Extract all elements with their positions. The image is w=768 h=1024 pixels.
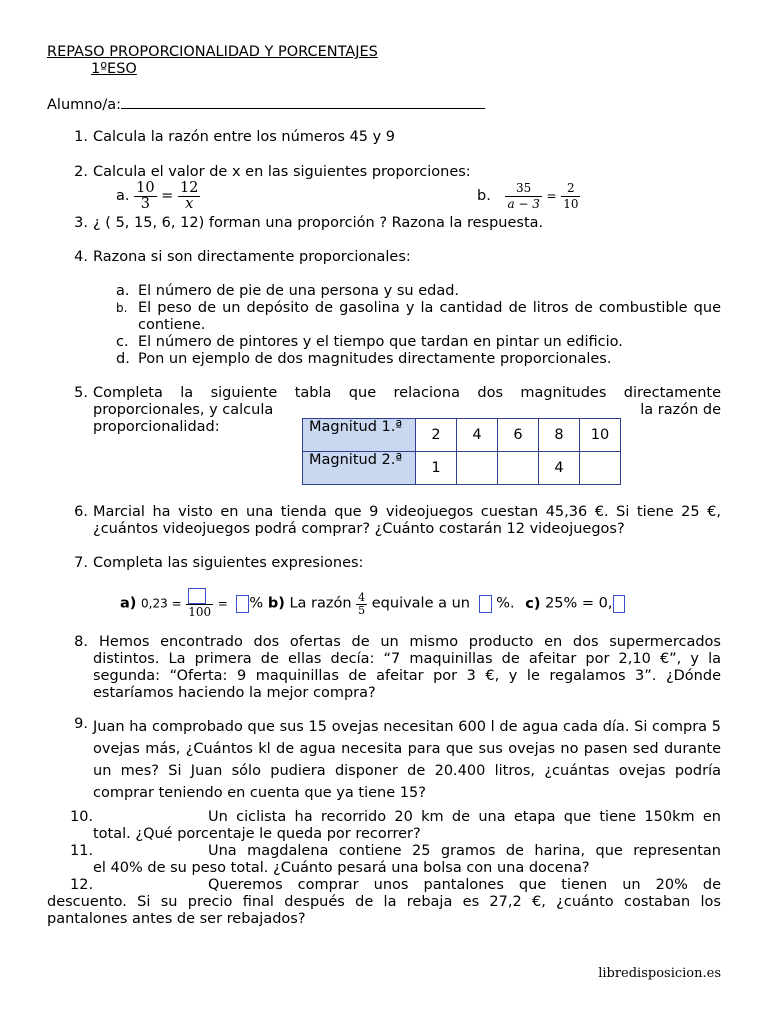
q2b-fraction-right xyxy=(561,181,580,212)
q1-text: Calcula la razón entre los números 45 y 9 xyxy=(93,129,395,145)
q7-text: Completa las siguientes expresiones: xyxy=(93,555,364,571)
row2-cell[interactable] xyxy=(580,452,621,485)
q2b-num1: 35 xyxy=(505,181,541,197)
q7b-fraction xyxy=(356,592,367,617)
q2-number: 2. xyxy=(74,164,88,180)
q2b-proportion xyxy=(477,181,580,212)
q7b-label: b) xyxy=(267,595,285,612)
q4-item-d-text: Pon un ejemplo de dos magnitudes directamente proporcionales. xyxy=(138,351,612,367)
q2a-den2: x xyxy=(185,196,194,212)
q10-text1: Un ciclista ha recorrido 20 km de una etapa que tiene 150km en xyxy=(208,809,721,825)
q7a-label: a) xyxy=(120,595,137,612)
q7-number: 7. xyxy=(74,555,88,571)
q7c-text: 25% = 0, xyxy=(545,595,613,612)
table-row xyxy=(303,452,621,485)
q4-number: 4. xyxy=(74,249,88,265)
q7a-pct: % xyxy=(249,595,264,612)
row1-header: Magnitud 1.ª xyxy=(303,419,416,452)
q7b-num: 4 xyxy=(358,590,366,604)
q1-number: 1. xyxy=(74,129,88,145)
q7a-fraction xyxy=(186,588,213,620)
q3-number: 3. xyxy=(74,215,88,231)
q9-number: 9. xyxy=(74,716,88,732)
q12-text1: Queremos comprar unos pantalones que tienen un 20% de xyxy=(208,877,721,893)
title-underline xyxy=(378,47,574,61)
q4-item-b-text: El peso de un depósito de gasolina y la cantidad de litros de combustible que contiene. xyxy=(138,300,721,333)
q8-number: 8. xyxy=(74,634,88,650)
row1-cell: 8 xyxy=(539,419,580,452)
student-name-line[interactable] xyxy=(121,95,485,109)
q4-item-a-text: El número de pie de una persona y su edad. xyxy=(138,283,460,299)
q2a-equals: = xyxy=(161,188,174,204)
row1-cell: 4 xyxy=(457,419,498,452)
q2b-den1: a − 3 xyxy=(507,197,540,211)
q11-number: 11. xyxy=(70,843,94,859)
q7c-answer-box[interactable] xyxy=(613,595,625,613)
q7a-eq: = xyxy=(217,596,228,611)
magnitudes-table xyxy=(302,418,621,485)
q3-text: ¿ ( 5, 15, 6, 12) forman una proporción ? Razona la respuesta. xyxy=(93,215,544,231)
q7a-lhs: 0,23 = xyxy=(141,596,182,611)
q7a-percent-box[interactable] xyxy=(236,595,249,613)
q2b-fraction-left xyxy=(505,181,541,212)
q5-line2a: proporcionales, y calcula xyxy=(93,402,274,418)
q9-text: Juan ha comprobado que sus 15 ovejas necesitan 600 l de agua cada día. Si compra 5 ovejas más, ¿Cuántos kl de agua necesita para que sus ovejas no pasen sed durante un mes? Si Juan sólo pudiera disponer de 20.400 litros, ¿cuántas ovejas podría comprar teniendo en cuenta que ya tiene 15? xyxy=(93,719,721,801)
row1-cell: 2 xyxy=(416,419,457,452)
row1-cell: 6 xyxy=(498,419,539,452)
q4-item-c-label: c. xyxy=(116,334,129,350)
q6-number: 6. xyxy=(74,504,88,520)
q11-text1: Una magdalena contiene 25 gramos de harina, que representan xyxy=(208,843,721,859)
title-text: REPASO PROPORCIONALIDAD Y PORCENTAJES xyxy=(47,44,378,60)
q4-item-a-label: a. xyxy=(116,283,130,299)
q4-item-c-text: El número de pintores y el tiempo que tardan en pintar un edificio. xyxy=(138,334,623,350)
q2a-fraction-right xyxy=(178,181,200,212)
q2a-fraction-left xyxy=(134,181,156,212)
q12-text2: descuento. Si su precio final después de la rebaja es 27,2 €, ¿cuánto costaban los pantalones antes de ser rebajados? xyxy=(47,894,721,927)
q4-text: Razona si son directamente proporcionales: xyxy=(93,249,411,265)
q5-line2b: la razón de xyxy=(640,402,721,418)
q8-text: Hemos encontrado dos ofertas de un mismo producto en dos supermercados distintos. La primera de ellas decía: “7 maquinillas de afeitar por 2,10 €”, y la segunda: “Oferta: 9 maquinillas de afeitar por 3 €, y le regalamos 3”. ¿Dónde estaríamos haciendo la mejor compra? xyxy=(93,634,721,701)
row2-header: Magnitud 2.ª xyxy=(303,452,416,485)
q7a-answer-box[interactable] xyxy=(188,588,206,604)
q5-line1: Completa la siguiente tabla que relaciona dos magnitudes directamente xyxy=(93,385,721,401)
q2b-num2: 2 xyxy=(561,181,580,197)
q7b-answer-box[interactable] xyxy=(479,595,492,613)
q2a-num2: 12 xyxy=(179,180,199,196)
q2a-label: a. xyxy=(116,188,130,204)
q7c-label: c) xyxy=(525,595,541,612)
q7b-den: 5 xyxy=(358,603,366,617)
q10-number: 10. xyxy=(70,809,94,825)
q4-item-b-label: b. xyxy=(116,301,128,315)
q7-expressions xyxy=(120,588,625,620)
row2-cell[interactable] xyxy=(498,452,539,485)
q2a-num1: 10 xyxy=(136,180,155,196)
table-row xyxy=(303,419,621,452)
document-title xyxy=(47,44,574,78)
q11-text2: el 40% de su peso total. ¿Cuánto pesará una bolsa con una docena? xyxy=(93,860,590,876)
q6-text: Marcial ha visto en una tienda que 9 videojuegos cuestan 45,36 €. Si tiene 25 €, ¿cuántos videojuegos podrá comprar? ¿Cuánto costarán 12 videojuegos? xyxy=(93,504,721,537)
student-label: Alumno/a: xyxy=(47,97,121,113)
q5-number: 5. xyxy=(74,385,88,401)
q7b-pct: %. xyxy=(496,595,515,612)
q2-text: Calcula el valor de x en las siguientes proporciones: xyxy=(93,164,471,180)
q2b-equals: = xyxy=(546,189,557,203)
q4-item-d-label: d. xyxy=(116,351,130,367)
row1-cell: 10 xyxy=(580,419,621,452)
q2a-den1: 3 xyxy=(140,196,150,212)
q2b-label: b. xyxy=(477,188,491,204)
row2-cell[interactable]: 1 xyxy=(416,452,457,485)
level-text: 1ºESO xyxy=(91,61,137,77)
q7a-den: 100 xyxy=(188,605,212,619)
q10-text2: total. ¿Qué porcentaje le queda por recorrer? xyxy=(93,826,421,842)
student-name-field[interactable] xyxy=(47,95,485,114)
q2a-proportion xyxy=(116,181,200,212)
q2b-den2: 10 xyxy=(563,197,579,211)
q7b-text1: La razón xyxy=(289,595,352,612)
q7b-text2: equivale a un xyxy=(371,595,470,612)
q12-number: 12. xyxy=(70,877,94,893)
row2-cell[interactable]: 4 xyxy=(539,452,580,485)
row2-cell[interactable] xyxy=(457,452,498,485)
footer-site: libredisposicion.es xyxy=(598,966,721,981)
q5-line3: proporcionalidad: xyxy=(93,419,220,435)
q7a-numerator-box xyxy=(186,588,213,605)
